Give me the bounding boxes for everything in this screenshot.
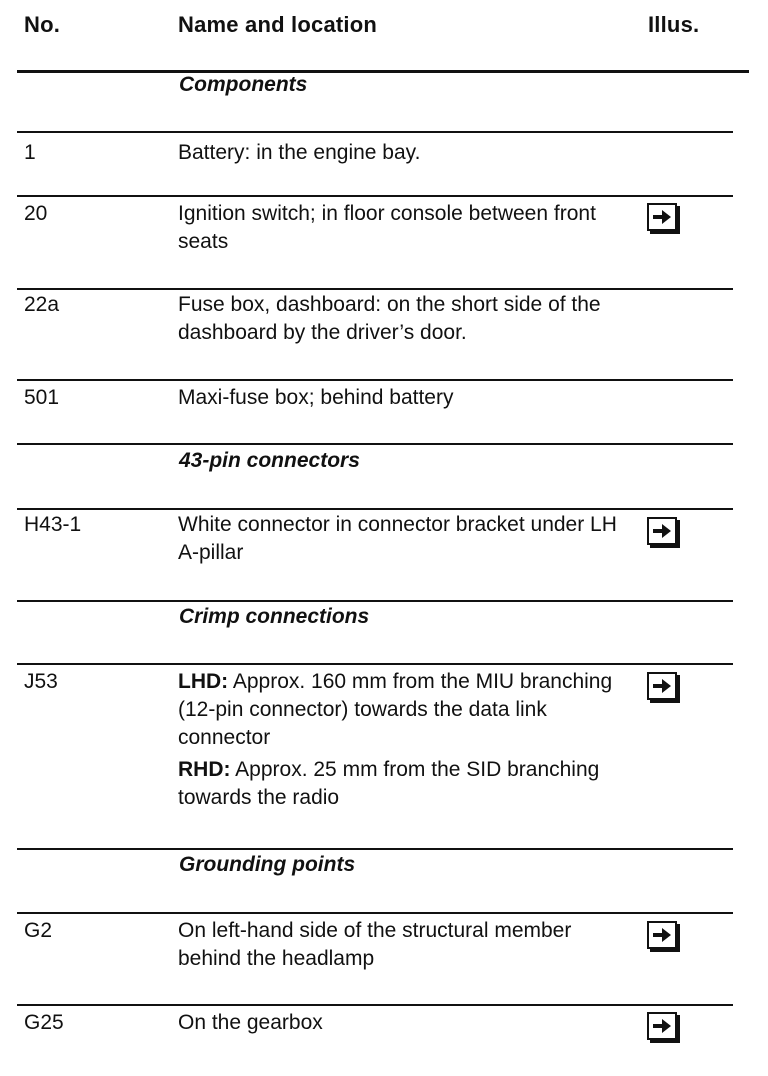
row-number: 22a	[24, 293, 60, 316]
section-components: Components	[179, 73, 308, 96]
rhd-text: Approx. 25 mm from the SID branching towards the radio	[178, 758, 600, 809]
row-description: On left-hand side of the structural member behind the headlamp	[178, 919, 572, 970]
row-number: H43-1	[24, 513, 82, 536]
row-description: Fuse box, dashboard: on the short side of the dashboard by the driver’s door.	[178, 293, 601, 344]
row-number: J53	[24, 670, 58, 693]
divider	[17, 848, 733, 850]
arrow-right-icon[interactable]	[647, 203, 677, 231]
row-description: On the gearbox	[178, 1011, 323, 1034]
rhd-note	[178, 756, 623, 812]
row-number: G25	[24, 1011, 64, 1034]
row-description	[178, 668, 623, 812]
row-description: White connector in connector bracket under LH A-pillar	[178, 513, 617, 564]
arrow-right-icon[interactable]	[647, 1012, 677, 1040]
row-number: 501	[24, 386, 60, 409]
divider	[17, 663, 733, 665]
divider	[17, 379, 733, 381]
section-grounding-points: Grounding points	[179, 853, 356, 876]
divider	[17, 443, 733, 445]
header-illus: Illus.	[648, 12, 700, 37]
divider	[17, 1004, 733, 1006]
divider	[17, 912, 733, 914]
arrow-right-icon[interactable]	[647, 921, 677, 949]
arrow-right-icon[interactable]	[647, 672, 677, 700]
row-number: G2	[24, 919, 53, 942]
header-name-location: Name and location	[178, 12, 377, 37]
header-no: No.	[24, 12, 61, 37]
divider	[17, 288, 733, 290]
lhd-label: LHD:	[178, 670, 229, 693]
divider	[17, 131, 733, 133]
lhd-note	[178, 668, 623, 752]
divider	[17, 508, 733, 510]
header-rule	[17, 70, 749, 73]
lhd-text: Approx. 160 mm from the MIU branching (12-pin connector) towards the data link connector	[178, 670, 613, 749]
arrow-right-icon[interactable]	[647, 517, 677, 545]
row-description: Battery: in the engine bay.	[178, 141, 421, 164]
row-number: 20	[24, 202, 48, 225]
section-crimp-connections: Crimp connections	[179, 605, 370, 628]
row-number: 1	[24, 141, 36, 164]
divider	[17, 600, 733, 602]
row-description: Ignition switch; in floor console between front seats	[178, 202, 596, 253]
section-43-pin-connectors: 43-pin connectors	[179, 449, 360, 472]
rhd-label: RHD:	[178, 758, 231, 781]
row-description: Maxi-fuse box; behind battery	[178, 386, 454, 409]
divider	[17, 195, 733, 197]
